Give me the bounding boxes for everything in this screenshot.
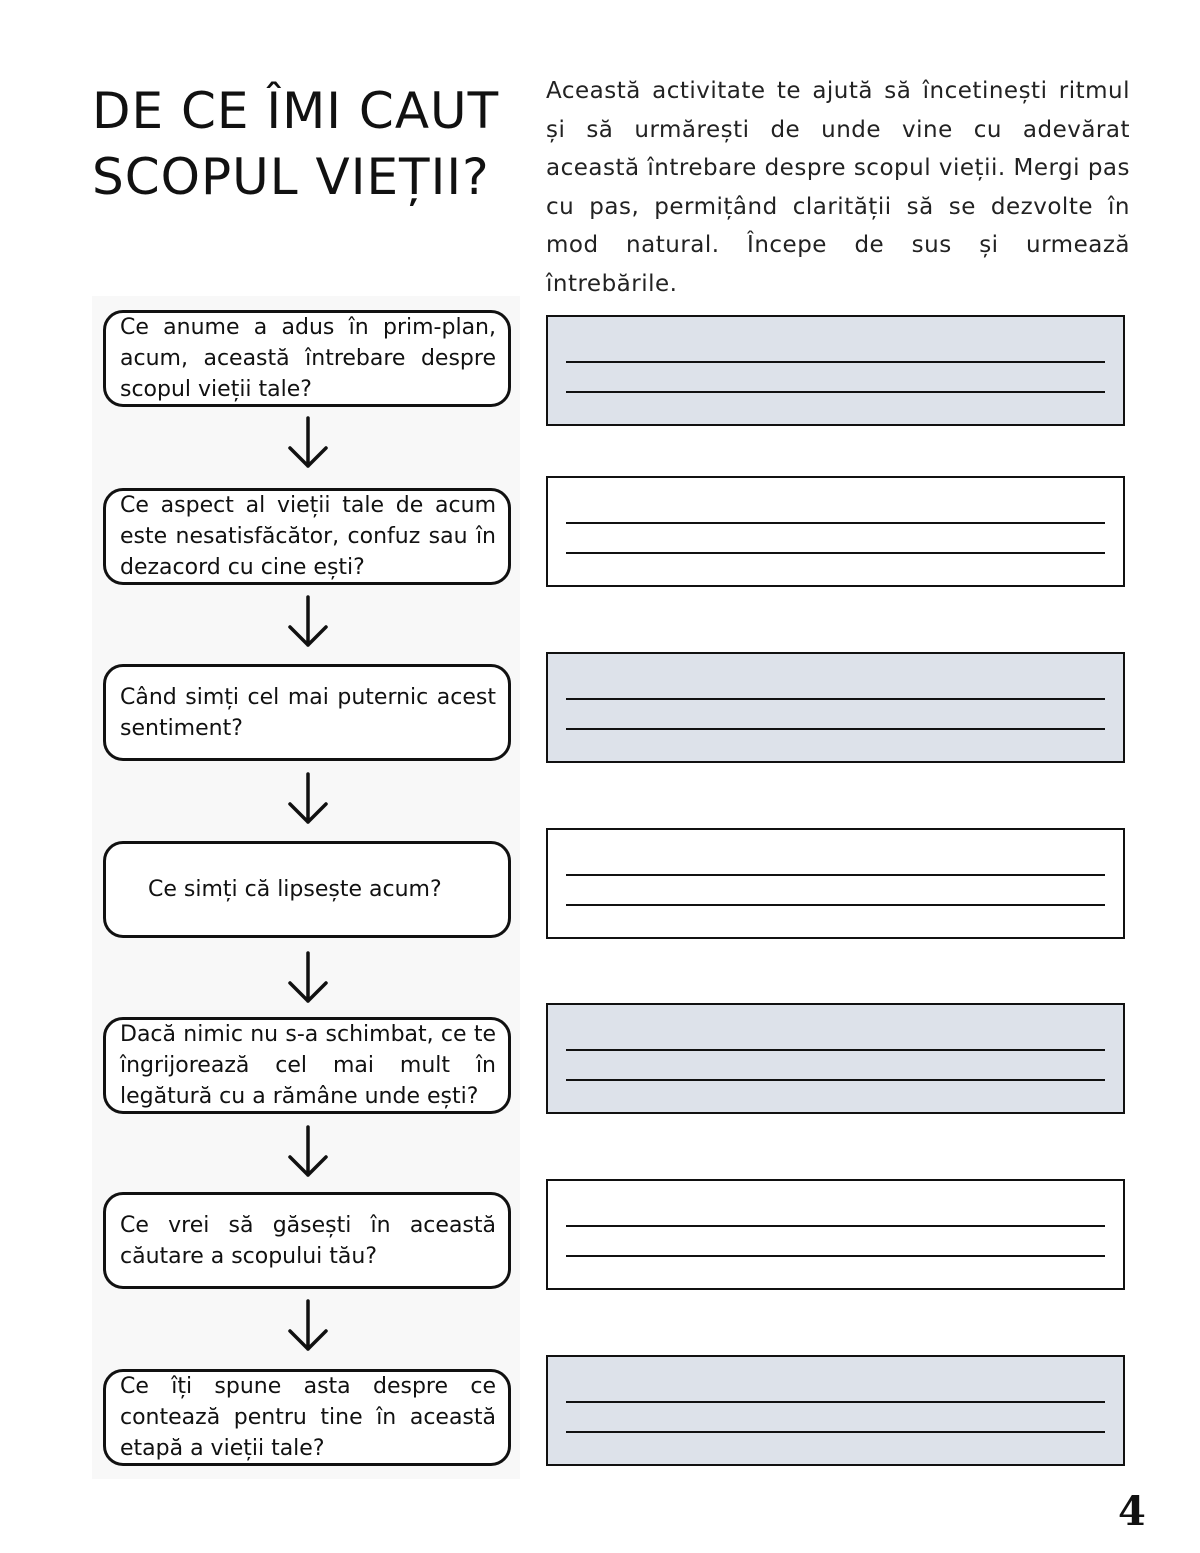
arrow-down-icon	[286, 950, 330, 1006]
answer-box-6[interactable]	[546, 1179, 1125, 1290]
answer-line	[566, 361, 1105, 363]
answer-line	[566, 522, 1105, 524]
page-number: 4	[1118, 1488, 1146, 1535]
answer-line	[566, 874, 1105, 876]
question-text-6: Ce vrei să găsești în această căutare a scopului tău?	[120, 1212, 496, 1269]
answer-box-7[interactable]	[546, 1355, 1125, 1466]
arrow-down-icon	[286, 1298, 330, 1354]
answer-line	[566, 1079, 1105, 1081]
question-box-5	[103, 1017, 511, 1114]
title-line-2: SCOPUL VIEȚII?	[92, 148, 490, 206]
answer-box-3[interactable]	[546, 652, 1125, 763]
answer-box-4[interactable]	[546, 828, 1125, 939]
question-text-3: Când simți cel mai puternic acest sentiment?	[120, 684, 496, 741]
question-text-1: Ce anume a adus în prim-plan, acum, această întrebare despre scopul vieții tale?	[120, 315, 496, 402]
arrow-down-icon	[286, 594, 330, 650]
question-text-7: Ce îți spune asta despre ce contează pentru tine în această etapă a vieții tale?	[120, 1374, 496, 1461]
question-box-4	[103, 841, 511, 938]
answer-line	[566, 1225, 1105, 1227]
answer-line	[566, 1049, 1105, 1051]
page-title	[92, 78, 522, 210]
answer-line	[566, 391, 1105, 393]
title-line-1: DE CE ÎMI CAUT	[92, 82, 500, 140]
answer-line	[566, 1401, 1105, 1403]
answer-line	[566, 728, 1105, 730]
question-box-1	[103, 310, 511, 407]
intro-text: Această activitate te ajută să încetinești ritmul și să urmărești de unde vine cu adevărat această întrebare despre scopul vieții. Mergi pas cu pas, permițând clarității să se dezvolte în mod natural. Începe de sus și urmează întrebările.	[546, 78, 1131, 297]
answer-line	[566, 1255, 1105, 1257]
question-box-6	[103, 1192, 511, 1289]
answer-line	[566, 904, 1105, 906]
question-box-3	[103, 664, 511, 761]
answer-line	[566, 1431, 1105, 1433]
answer-line	[566, 698, 1105, 700]
question-box-2	[103, 488, 511, 585]
question-text-4: Ce simți că lipsește acum?	[148, 877, 442, 902]
question-text-2: Ce aspect al vieții tale de acum este nesatisfăcător, confuz sau în dezacord cu cine ești?	[120, 493, 496, 580]
answer-box-2[interactable]	[546, 476, 1125, 587]
answer-box-1[interactable]	[546, 315, 1125, 426]
arrow-down-icon	[286, 771, 330, 827]
answer-line	[566, 552, 1105, 554]
question-box-7	[103, 1369, 511, 1466]
arrow-down-icon	[286, 415, 330, 471]
question-text-5: Dacă nimic nu s-a schimbat, ce te îngrijorează cel mai mult în legătură cu a rămâne unde ești?	[120, 1022, 496, 1109]
answer-box-5[interactable]	[546, 1003, 1125, 1114]
arrow-down-icon	[286, 1124, 330, 1180]
